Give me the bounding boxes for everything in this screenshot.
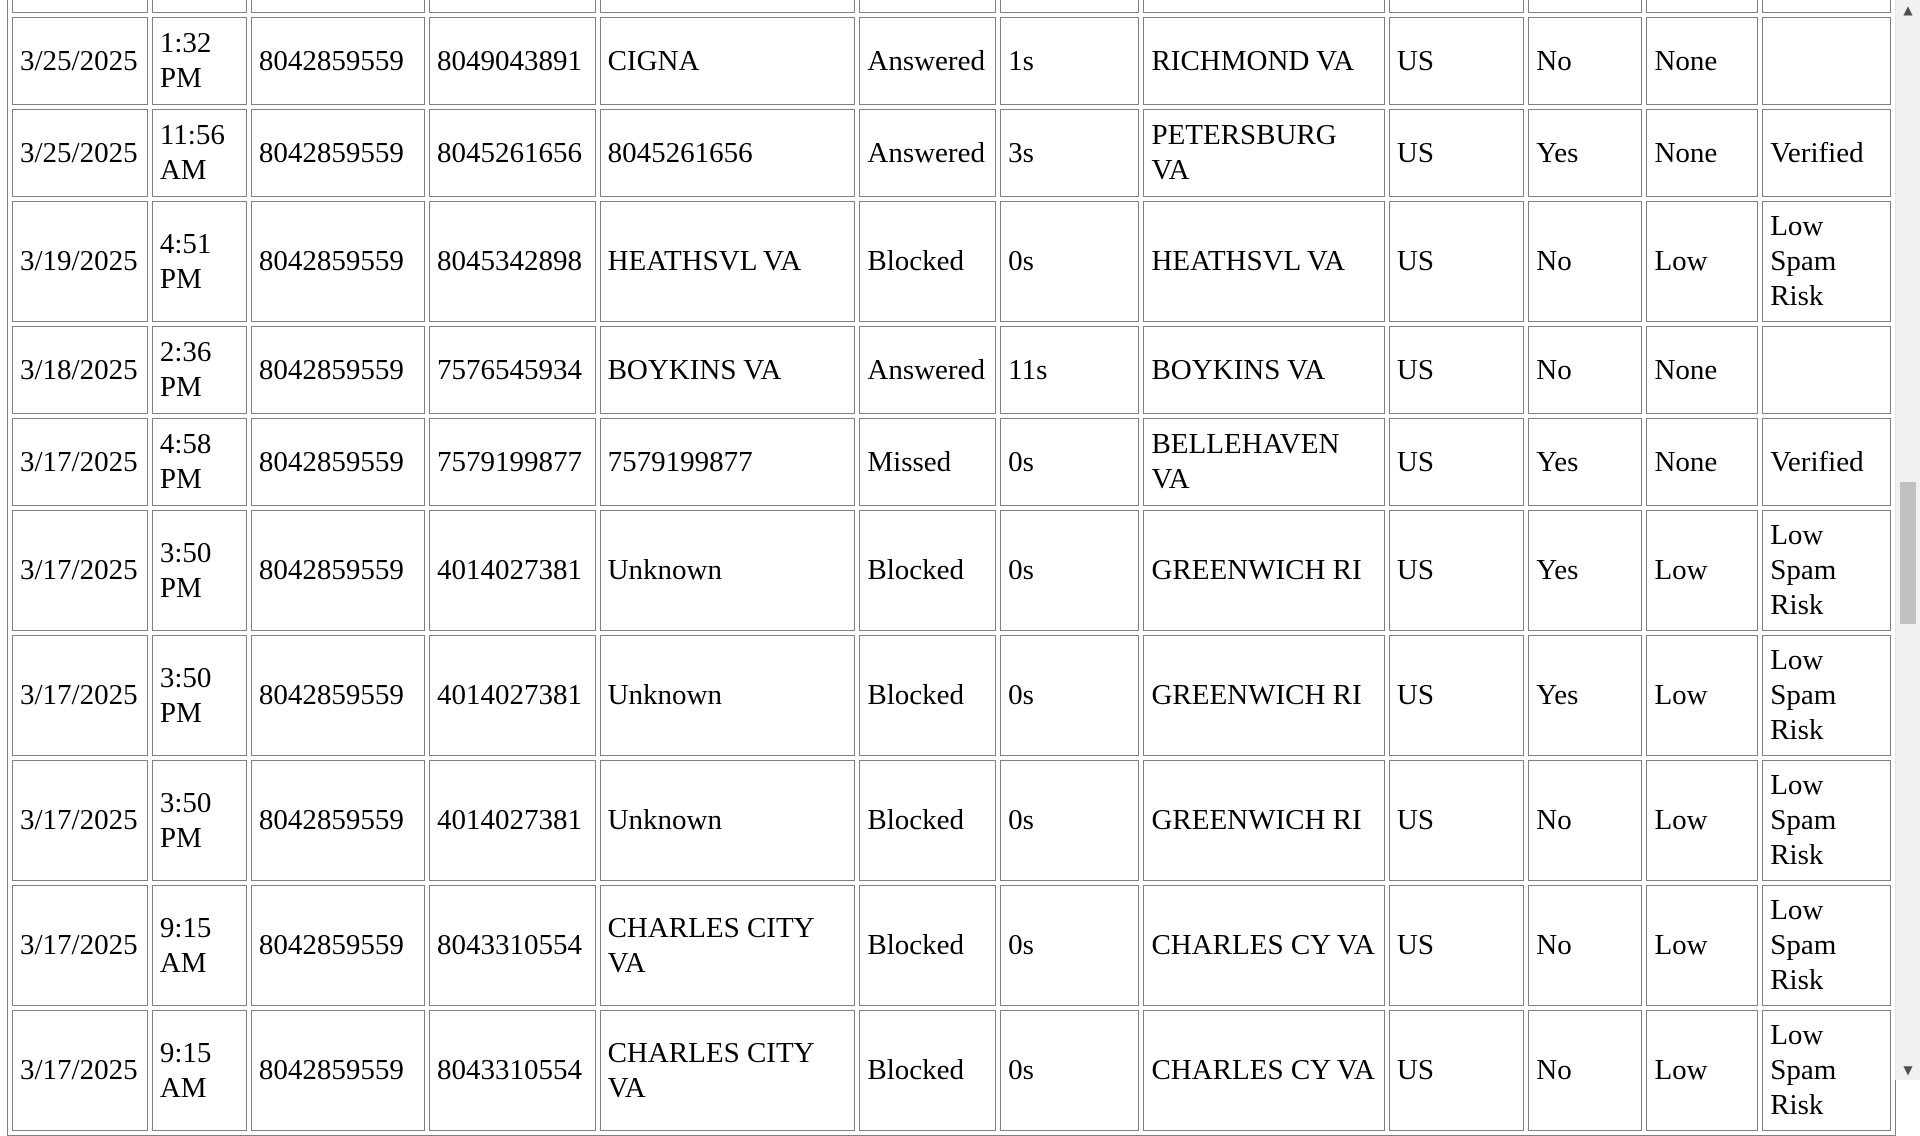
cell-verdict: Verified [1762, 418, 1891, 506]
cell-time: 4:58 PM [152, 418, 247, 506]
cell-from-number: 8042859559 [251, 17, 425, 105]
cell-verdict: Low Spam Risk [1762, 885, 1891, 1006]
cell-published: Yes [1528, 109, 1642, 197]
cell-status [859, 0, 996, 13]
cell-published: No [1528, 885, 1642, 1006]
cell-duration: 0s [1000, 201, 1139, 322]
cell-date: 3/17/2025 [12, 1010, 148, 1131]
cell-date: 3/17/2025 [12, 885, 148, 1006]
cell-risk: None [1646, 109, 1758, 197]
cell-from-number: 8042859559 [251, 510, 425, 631]
cell-published [1528, 0, 1642, 13]
cell-time: 9:15 AM [152, 1010, 247, 1131]
cell-location: RICHMOND VA [1143, 17, 1384, 105]
cell-date: 3/25/2025 [12, 109, 148, 197]
cell-verdict: Low Spam Risk [1762, 510, 1891, 631]
cell-caller-name: 7579199877 [600, 418, 856, 506]
cell-duration: 0s [1000, 635, 1139, 756]
cell-date: 3/17/2025 [12, 510, 148, 631]
cell-country: US [1389, 17, 1524, 105]
cell-date: 3/18/2025 [12, 326, 148, 414]
table-row [12, 1010, 1891, 1131]
cell-verdict: Low Spam Risk [1762, 201, 1891, 322]
cell-to-number [429, 0, 596, 13]
cell-published: No [1528, 17, 1642, 105]
cell-time [152, 0, 247, 13]
cell-status: Answered [859, 17, 996, 105]
cell-risk: Low [1646, 635, 1758, 756]
cell-time: 2:36 PM [152, 326, 247, 414]
cell-status: Missed [859, 418, 996, 506]
cell-risk: None [1646, 326, 1758, 414]
cell-location: BOYKINS VA [1143, 326, 1384, 414]
cell-verdict [1762, 17, 1891, 105]
cell-risk: Low [1646, 1010, 1758, 1131]
chevron-up-icon[interactable]: ▲ [1903, 3, 1913, 17]
cell-caller-name: Unknown [600, 760, 856, 881]
cell-caller-name: BOYKINS VA [600, 326, 856, 414]
cell-risk: None [1646, 17, 1758, 105]
cell-to-number: 4014027381 [429, 635, 596, 756]
table-row [12, 510, 1891, 631]
cell-status: Blocked [859, 510, 996, 631]
scrollbar-thumb[interactable] [1900, 482, 1916, 624]
cell-risk [1646, 0, 1758, 13]
cell-to-number: 4014027381 [429, 760, 596, 881]
cell-caller-name [600, 0, 856, 13]
cell-from-number: 8042859559 [251, 760, 425, 881]
cell-published: No [1528, 326, 1642, 414]
cell-status: Blocked [859, 885, 996, 1006]
cell-duration: 0s [1000, 1010, 1139, 1131]
cell-verdict: Verified [1762, 109, 1891, 197]
cell-country: US [1389, 510, 1524, 631]
cell-location: GREENWICH RI [1143, 760, 1384, 881]
vertical-scrollbar[interactable] [1895, 0, 1920, 1080]
cell-location: PETERSBURG VA [1143, 109, 1384, 197]
cell-published: No [1528, 201, 1642, 322]
cell-verdict: Low Spam Risk [1762, 635, 1891, 756]
cell-published: Yes [1528, 635, 1642, 756]
cell-to-number: 4014027381 [429, 510, 596, 631]
cell-verdict: Low Spam Risk [1762, 760, 1891, 881]
cell-country [1389, 0, 1524, 13]
cell-to-number: 8043310554 [429, 885, 596, 1006]
cell-to-number: 7579199877 [429, 418, 596, 506]
cell-caller-name: CIGNA [600, 17, 856, 105]
table-row [12, 885, 1891, 1006]
cell-caller-name: 8045261656 [600, 109, 856, 197]
cell-duration: 0s [1000, 510, 1139, 631]
table-row [12, 760, 1891, 881]
cell-from-number: 8042859559 [251, 326, 425, 414]
cell-location [1143, 0, 1384, 13]
cell-verdict [1762, 326, 1891, 414]
cell-duration: 1s [1000, 17, 1139, 105]
cell-from-number: 8042859559 [251, 1010, 425, 1131]
cell-time: 3:50 PM [152, 760, 247, 881]
cell-date: 3/19/2025 [12, 201, 148, 322]
cell-status: Answered [859, 109, 996, 197]
cell-duration [1000, 0, 1139, 13]
cell-to-number: 8049043891 [429, 17, 596, 105]
cell-date: 3/17/2025 [12, 760, 148, 881]
cell-risk: Low [1646, 760, 1758, 881]
cell-to-number: 8043310554 [429, 1010, 596, 1131]
cell-time: 3:50 PM [152, 510, 247, 631]
cell-from-number: 8042859559 [251, 109, 425, 197]
cell-country: US [1389, 1010, 1524, 1131]
cell-time: 4:51 PM [152, 201, 247, 322]
cell-caller-name: HEATHSVL VA [600, 201, 856, 322]
cell-published: No [1528, 760, 1642, 881]
cell-location: HEATHSVL VA [1143, 201, 1384, 322]
cell-duration: 11s [1000, 326, 1139, 414]
cell-to-number: 7576545934 [429, 326, 596, 414]
cell-from-number: 8042859559 [251, 885, 425, 1006]
cell-location: CHARLES CY VA [1143, 885, 1384, 1006]
cell-to-number: 8045261656 [429, 109, 596, 197]
cell-from-number: 8042859559 [251, 418, 425, 506]
table-row [12, 201, 1891, 322]
cell-published: No [1528, 1010, 1642, 1131]
cell-status: Answered [859, 326, 996, 414]
cell-caller-name: CHARLES CITY VA [600, 885, 856, 1006]
cell-status: Blocked [859, 1010, 996, 1131]
cell-location: CHARLES CY VA [1143, 1010, 1384, 1131]
cell-status: Blocked [859, 760, 996, 881]
cell-location: GREENWICH RI [1143, 510, 1384, 631]
cell-caller-name: CHARLES CITY VA [600, 1010, 856, 1131]
cell-to-number: 8045342898 [429, 201, 596, 322]
cell-country: US [1389, 418, 1524, 506]
cell-location: BELLEHAVEN VA [1143, 418, 1384, 506]
cell-risk: None [1646, 418, 1758, 506]
cell-date [12, 0, 148, 13]
cell-date: 3/17/2025 [12, 635, 148, 756]
cell-country: US [1389, 201, 1524, 322]
cell-risk: Low [1646, 885, 1758, 1006]
table-row [12, 0, 1891, 13]
cell-published: Yes [1528, 418, 1642, 506]
cell-risk: Low [1646, 201, 1758, 322]
cell-time: 9:15 AM [152, 885, 247, 1006]
cell-from-number: 8042859559 [251, 201, 425, 322]
cell-time: 3:50 PM [152, 635, 247, 756]
chevron-down-icon[interactable]: ▼ [1903, 1063, 1913, 1077]
table-row [12, 635, 1891, 756]
cell-from-number: 8042859559 [251, 635, 425, 756]
cell-verdict [1762, 0, 1891, 13]
cell-status: Blocked [859, 201, 996, 322]
call-log-table [7, 0, 1896, 1136]
cell-country: US [1389, 885, 1524, 1006]
cell-country: US [1389, 635, 1524, 756]
cell-duration: 3s [1000, 109, 1139, 197]
cell-status: Blocked [859, 635, 996, 756]
cell-risk: Low [1646, 510, 1758, 631]
cell-country: US [1389, 760, 1524, 881]
cell-date: 3/25/2025 [12, 17, 148, 105]
table-row [12, 418, 1891, 506]
cell-caller-name: Unknown [600, 510, 856, 631]
table-row [12, 326, 1891, 414]
cell-time: 1:32 PM [152, 17, 247, 105]
cell-duration: 0s [1000, 885, 1139, 1006]
cell-caller-name: Unknown [600, 635, 856, 756]
cell-verdict: Low Spam Risk [1762, 1010, 1891, 1131]
cell-published: Yes [1528, 510, 1642, 631]
cell-country: US [1389, 109, 1524, 197]
cell-country: US [1389, 326, 1524, 414]
table-row [12, 109, 1891, 197]
cell-location: GREENWICH RI [1143, 635, 1384, 756]
cell-duration: 0s [1000, 418, 1139, 506]
cell-date: 3/17/2025 [12, 418, 148, 506]
call-log-body [12, 0, 1891, 1131]
table-row [12, 17, 1891, 105]
cell-from-number [251, 0, 425, 13]
cell-time: 11:56 AM [152, 109, 247, 197]
cell-duration: 0s [1000, 760, 1139, 881]
